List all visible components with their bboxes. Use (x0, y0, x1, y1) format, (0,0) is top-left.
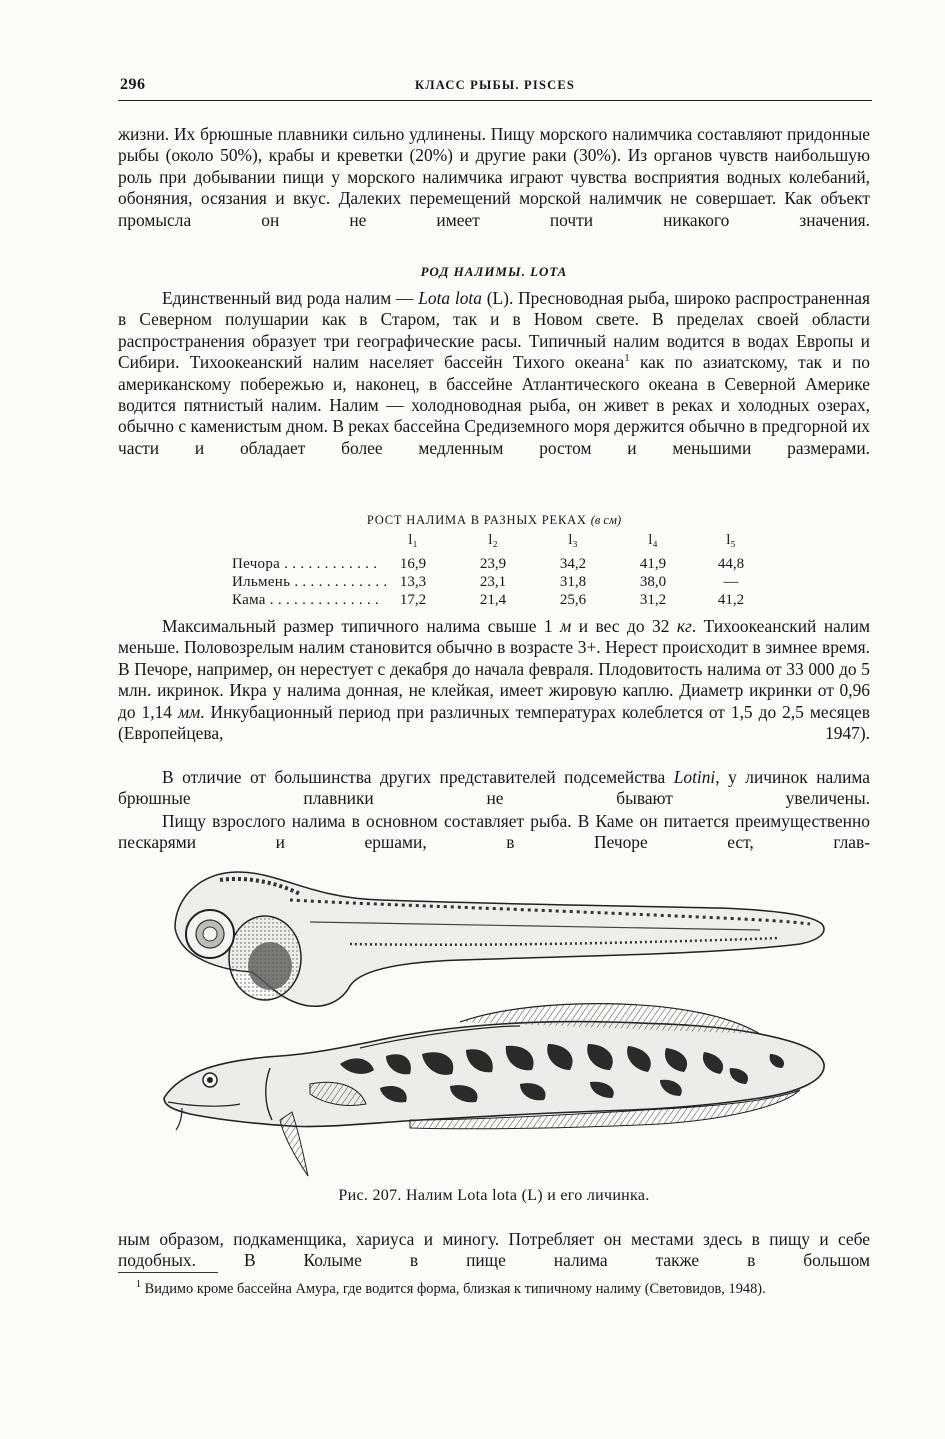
table-cell: 31,8 (559, 574, 587, 590)
footnote-reference[interactable]: 1 (624, 352, 630, 365)
continuation-paragraph: ным образом, подкаменщика, хариуса и миногу. Потребляет он местами здесь в пищу и себе подобных. В Колыме в пище налима также в большом (118, 1229, 870, 1271)
column-header: l₅ (726, 532, 736, 548)
larva-drawing (175, 872, 824, 1006)
larvae-text-end: , у личинок налима брюшные плавники не бывают увеличены. (118, 767, 871, 809)
growth-table-title-text: РОСТ НАЛИМА В РАЗНЫХ РЕКАХ (366, 513, 587, 527)
page-number: 296 (120, 76, 146, 93)
table-row (232, 592, 792, 610)
genus-paragraph (118, 288, 870, 459)
latin-species-name: Lota lota (418, 288, 482, 308)
genus-text-start: Единственный вид рода налим — (162, 288, 419, 308)
header-rule (118, 100, 872, 101)
size-text-1: Максимальный размер типичного налима свыше 1 (162, 616, 561, 636)
intro-paragraph: жизни. Их брюшные плавники сильно удлинены. Пищу морского налимчика составляют придонные рыбы (около 50%), крабы и креветки (20%) и другие раки (30%). Из органов чувств наибольшую роль при добывании пищи у морского налимчика играют чувства восприятия водных колебаний, обоняния, осязания и вкус. Далеких перемещений морской налимчик не совершает. Как объект промысла он не имеет почти никакого значения. (118, 124, 870, 230)
table-cell: 17,2 (399, 592, 427, 608)
column-header: l₃ (568, 532, 578, 548)
table-cell: 38,0 (639, 574, 667, 590)
larvae-paragraph (118, 767, 870, 810)
footnote-mark: 1 (136, 1279, 141, 1291)
table-cell: 16,9 (399, 556, 427, 572)
table-cell: 41,2 (717, 592, 745, 608)
growth-table-title (118, 513, 870, 528)
river-name: Кама . . . . . . . . . . . . . . (232, 592, 380, 608)
size-paragraph (118, 616, 870, 744)
table-header-row (232, 532, 792, 550)
burbot-illustration (160, 858, 850, 1188)
column-header: l₁ (408, 532, 418, 548)
table-cell: — (723, 574, 739, 590)
genus-text-end: как по азиатскому, так и по американскому побережью и, наконец, в бассейне Атлантического океана в Северной Америке водится пятнистый налим. Налим — холодноводная рыба, он живет в реках и холодных озерах, обычно с каменистым дном. В реках бассейна Средиземного моря держится обычно в предгорной их части и обладает более медленным ростом и меньшими размерами. (118, 352, 870, 458)
footnote (106, 1280, 870, 1298)
latin-taxon-name: Lotini (673, 767, 716, 787)
table-row (232, 574, 792, 592)
unit-meter: м (560, 616, 572, 636)
table-cell: 13,3 (399, 574, 427, 590)
adult-burbot-drawing (164, 1004, 824, 1176)
diet-paragraph: Пищу взрослого налима в основном составляет рыба. В Каме он питается преимущественно пескарями и ершами, в Печоре ест, глав- (118, 811, 870, 853)
table-cell: 31,2 (639, 592, 667, 608)
larvae-text-start: В отличие от большинства других представителей подсемейства (162, 767, 674, 787)
footnote-rule (118, 1272, 218, 1273)
table-cell: 34,2 (559, 556, 587, 572)
unit-kilogram: кг (676, 616, 692, 636)
genus-text-middle: (L). Пресноводная рыба, широко распространенная в Северном полушарии как в Старом, так и в Новом свете. В пределах своей области распространения образует три географические расы. Типичный налим водится в водах Европы и Сибири. Тихоокеанский налим населяет бассейн Тихого океана (118, 288, 870, 373)
table-cell: 21,4 (479, 592, 507, 608)
growth-table-unit: (в см) (590, 513, 622, 527)
table-cell: 25,6 (559, 592, 587, 608)
footnote-text: Видимо кроме бассейна Амура, где водится форма, близкая к типичному налиму (Световидов, 1948). (141, 1281, 766, 1297)
size-text-4: . Инкубационный период при различных температурах колеблется от 1,5 до 2,5 месяцев (Европейцева, 1947). (118, 701, 870, 744)
running-title: КЛАСС РЫБЫ. PISCES (414, 78, 576, 92)
unit-millimeter: мм (177, 701, 201, 722)
table-cell: 23,1 (479, 574, 507, 590)
table-row (232, 556, 792, 574)
table-cell: 44,8 (717, 556, 745, 572)
section-heading: РОД НАЛИМЫ. LOTA (420, 264, 568, 279)
river-name: Ильмень . . . . . . . . . . . . (232, 574, 388, 590)
page-header (120, 76, 870, 102)
size-text-3: . Тихоокеанский налим меньше. Половозрелым налим становится обычно в возрасте 3+. Нерест происходит в зимнее время. В Печоре, например, он нерестует с декабря до начала февраля. Плодовитость налима от 33 000 до 5 млн. икринок. Икра у налима донная, не клейкая, имеет жировую каплю. Диаметр икринки от 0,96 до 1,14 (118, 616, 870, 722)
table-cell: 23,9 (479, 556, 507, 572)
river-name: Печора . . . . . . . . . . . . (232, 556, 378, 572)
column-header: l₄ (648, 532, 658, 548)
size-text-2: и вес до 32 (571, 616, 677, 636)
column-header: l₂ (488, 532, 498, 548)
figure-caption: Рис. 207. Налим Lota lota (L) и его личинка. (338, 1187, 650, 1204)
table-cell: 41,9 (639, 556, 667, 572)
